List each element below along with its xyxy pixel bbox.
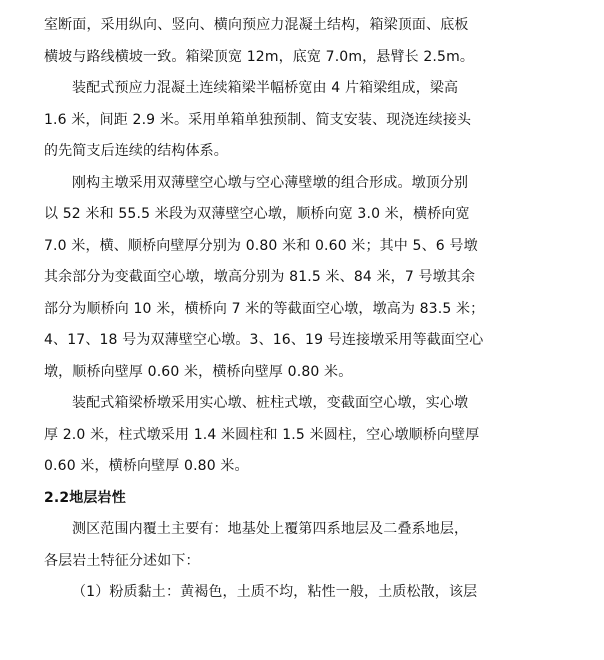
text-line: 刚构主墩采用双薄壁空心墩与空心薄壁墩的组合形成。墩顶分别: [72, 174, 469, 191]
paragraph-silty-clay: [44, 577, 560, 609]
paragraph-rigid-frame-pier: [44, 168, 560, 389]
text-line: 0.60 米，横桥向壁厚 0.80 米。: [44, 458, 249, 474]
text-line: 其余部分为变截面空心墩，墩高分别为 81.5 米、84 米，7 号墩其余: [44, 269, 476, 285]
paragraph-prefabricated-girder: [44, 73, 560, 168]
text-line: 1.6 米，间距 2.9 米。采用单箱单独预制、简支安装、现浇连续接头: [44, 111, 472, 128]
section-heading: 2.2地层岩性: [44, 489, 126, 506]
text-line: 的先简支后连续的结构体系。: [44, 143, 228, 159]
paragraph-box-girder-pier: [44, 388, 560, 483]
text-line: （1）粉质黏土：黄褐色，土质不均，粘性一般，土质松散，该层: [72, 584, 478, 600]
text-line: 7.0 米，横、顺桥向壁厚分别为 0.80 米和 0.60 米；其中 5、6 号墩: [44, 237, 478, 254]
text-line: 室断面，采用纵向、竖向、横向预应力混凝土结构，箱梁顶面、底板: [44, 17, 469, 33]
text-line: 横坡与路线横坡一致。箱梁顶宽 12m，底宽 7.0m，悬臂长 2.5m。: [44, 48, 475, 65]
text-line: 测区范围内覆土主要有：地基处上覆第四系地层及二叠系地层，: [72, 521, 469, 537]
text-line: 以 52 米和 55.5 米段为双薄壁空心墩，顺桥向宽 3.0 米，横桥向宽: [44, 206, 470, 222]
text-line: 装配式预应力混凝土连续箱梁半幅桥宽由 4 片箱梁组成，梁高: [72, 80, 459, 96]
text-line: 4、17、18 号为双薄壁空心墩。3、16、19 号连接墩采用等截面空心: [44, 332, 484, 348]
text-line: 装配式箱梁桥墩采用实心墩、桩柱式墩，变截面空心墩，实心墩: [72, 395, 469, 411]
text-line: 墩，顺桥向壁厚 0.60 米，横桥向壁厚 0.80 米。: [44, 363, 353, 380]
text-line: 部分为顺桥向 10 米，横桥向 7 米的等截面空心墩，墩高为 83.5 米；: [44, 300, 485, 317]
paragraph-overburden: [44, 514, 560, 577]
text-line: 各层岩土特征分述如下：: [44, 552, 200, 569]
text-line: 厚 2.0 米，柱式墩采用 1.4 米圆柱和 1.5 米圆柱，空心墩顺桥向壁厚: [44, 426, 480, 443]
paragraph-box-girder-section: [44, 10, 560, 73]
